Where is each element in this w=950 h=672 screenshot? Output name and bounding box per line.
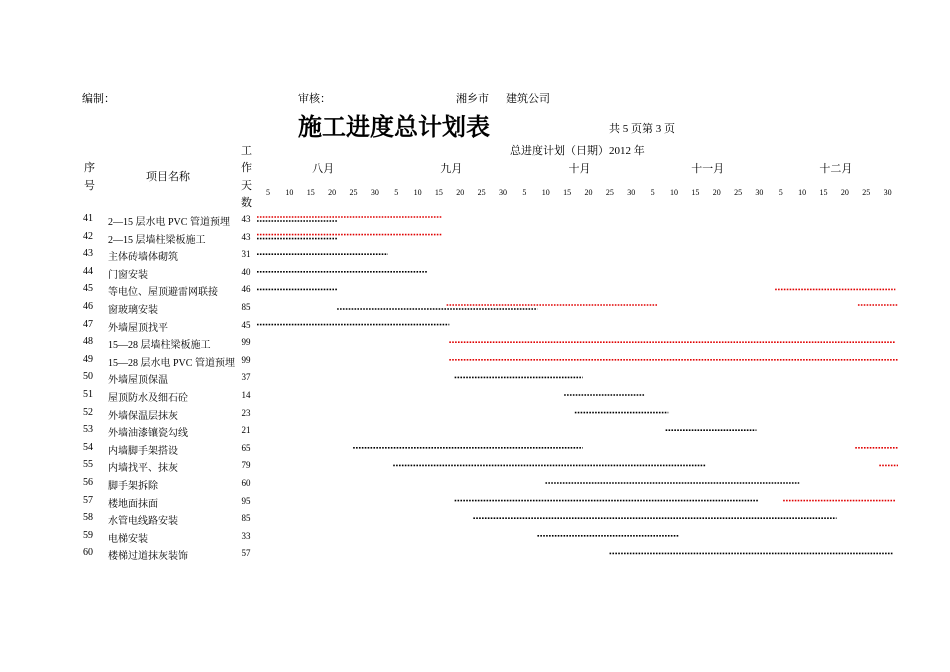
row-number: 58 xyxy=(83,512,93,524)
row-task-name: 窗玻璃安装 xyxy=(108,305,158,316)
reviewed-by-label: 审核： xyxy=(298,93,331,105)
row-number: 43 xyxy=(83,248,93,260)
seq-heading-1: 序 xyxy=(84,162,95,174)
row-task-name: 外墙油漆镶瓷勾线 xyxy=(108,428,188,440)
row-work-days: 85 xyxy=(241,302,251,312)
row-task-name: 屋顶防水及细石砼 xyxy=(108,393,188,404)
row-number: 51 xyxy=(83,389,93,400)
day-tick-label: 20 xyxy=(328,188,337,197)
day-tick-label: 15 xyxy=(563,188,572,197)
row-number: 53 xyxy=(83,424,93,436)
page-info: 共 5 页第 3 页 xyxy=(609,123,675,135)
row-work-days: 33 xyxy=(241,530,251,541)
row-number: 49 xyxy=(83,353,93,365)
row-number: 57 xyxy=(83,494,93,506)
row-task-name: 电梯安装 xyxy=(108,533,148,545)
day-tick-label: 10 xyxy=(669,188,678,197)
day-tick-label: 5 xyxy=(394,188,399,197)
row-work-days: 46 xyxy=(241,284,251,295)
row-number: 50 xyxy=(83,371,93,383)
day-tick-label: 5 xyxy=(778,188,783,197)
day-tick-label: 30 xyxy=(499,188,508,197)
day-tick-label: 25 xyxy=(734,188,743,197)
row-task-name: 水管电线路安装 xyxy=(108,516,178,528)
day-tick-label: 5 xyxy=(522,188,527,197)
day-tick-label: 15 xyxy=(306,188,315,197)
row-number: 46 xyxy=(83,301,93,312)
row-work-days: 85 xyxy=(241,513,251,524)
row-task-name: 主体砖墙体砌筑 xyxy=(108,252,178,264)
row-work-days: 60 xyxy=(241,478,251,488)
row-task-name: 15—28 层墙柱梁板施工 xyxy=(108,340,211,352)
days-heading-2: 作 xyxy=(241,162,252,174)
row-task-name: 2—15 层墙柱梁板施工 xyxy=(108,234,206,246)
row-task-name: 门窗安装 xyxy=(108,269,148,281)
month-label: 十一月 xyxy=(691,163,725,175)
row-work-days: 65 xyxy=(241,442,251,453)
day-tick-label: 25 xyxy=(862,188,871,197)
days-heading-1: 工 xyxy=(241,145,252,157)
row-number: 42 xyxy=(83,230,93,242)
day-tick-label: 10 xyxy=(413,188,422,197)
row-work-days: 14 xyxy=(241,390,251,400)
month-label: 八月 xyxy=(312,163,335,175)
row-task-name: 楼梯过道抹灰装饰 xyxy=(108,551,188,563)
row-task-name: 内墙脚手架搭设 xyxy=(108,445,178,457)
row-number: 45 xyxy=(83,283,93,295)
day-tick-label: 30 xyxy=(370,188,379,197)
days-heading-3: 天 xyxy=(241,180,252,192)
row-task-name: 内墙找平、抹灰 xyxy=(108,463,178,475)
row-work-days: 23 xyxy=(241,407,251,418)
company-label: 建筑公司 xyxy=(506,93,550,105)
day-tick-label: 10 xyxy=(798,188,807,197)
row-work-days: 95 xyxy=(241,495,251,506)
row-task-name: 楼地面抹面 xyxy=(108,498,158,510)
compiled-by-label: 编制： xyxy=(82,93,115,105)
name-heading: 项目名称 xyxy=(146,171,190,183)
row-number: 44 xyxy=(83,265,93,277)
day-tick-label: 20 xyxy=(584,188,593,197)
day-tick-label: 30 xyxy=(883,188,892,197)
day-tick-label: 5 xyxy=(266,188,270,197)
day-tick-label: 25 xyxy=(477,188,486,197)
day-tick-label: 30 xyxy=(627,188,636,197)
days-heading-4: 数 xyxy=(241,197,252,209)
day-tick-label: 15 xyxy=(691,188,700,197)
city-label: 湘乡市 xyxy=(456,93,489,105)
row-number: 60 xyxy=(83,547,93,559)
plan-heading: 总进度计划（日期）2012 年 xyxy=(510,145,645,157)
row-number: 48 xyxy=(83,336,93,348)
day-tick-label: 15 xyxy=(819,188,828,197)
day-tick-label: 25 xyxy=(605,188,614,197)
day-tick-label: 20 xyxy=(712,188,721,197)
row-task-name: 外墙屋顶保温 xyxy=(108,375,168,387)
row-work-days: 79 xyxy=(241,460,251,471)
row-task-name: 15—28 层水电 PVC 管道预埋 xyxy=(108,357,235,369)
row-work-days: 37 xyxy=(241,372,251,383)
row-work-days: 40 xyxy=(241,266,251,277)
month-label: 十二月 xyxy=(819,163,853,175)
month-label: 十月 xyxy=(568,163,591,175)
row-work-days: 43 xyxy=(241,231,251,242)
row-number: 41 xyxy=(83,213,93,224)
row-number: 54 xyxy=(83,441,93,453)
day-tick-label: 10 xyxy=(541,188,550,197)
row-number: 55 xyxy=(83,459,93,471)
month-label: 九月 xyxy=(440,163,463,175)
day-tick-label: 30 xyxy=(755,188,764,197)
row-number: 56 xyxy=(83,477,93,488)
row-task-name: 2—15 层水电 PVC 管道预埋 xyxy=(108,217,230,228)
day-tick-label: 20 xyxy=(456,188,465,197)
row-number: 47 xyxy=(83,318,93,330)
day-tick-label: 5 xyxy=(650,188,655,197)
day-tick-label: 15 xyxy=(434,188,443,197)
day-tick-label: 25 xyxy=(349,188,358,197)
row-work-days: 99 xyxy=(241,354,251,365)
row-task-name: 外墙保温层抹灰 xyxy=(108,410,178,422)
row-task-name: 等电位、屋顶避雷网联接 xyxy=(108,287,218,299)
row-task-name: 外墙屋顶找平 xyxy=(108,322,168,334)
row-work-days: 43 xyxy=(241,214,251,224)
day-tick-label: 20 xyxy=(840,188,849,197)
day-tick-label: 10 xyxy=(285,188,294,197)
row-work-days: 31 xyxy=(241,249,251,260)
row-task-name: 脚手架拆除 xyxy=(108,481,158,492)
page-title: 施工进度总计划表 xyxy=(298,115,490,141)
row-number: 59 xyxy=(83,529,93,541)
row-work-days: 57 xyxy=(241,548,251,559)
row-work-days: 45 xyxy=(241,319,251,330)
row-work-days: 99 xyxy=(241,337,251,348)
row-number: 52 xyxy=(83,406,93,418)
seq-heading-2: 号 xyxy=(84,180,95,192)
row-work-days: 21 xyxy=(241,425,251,436)
